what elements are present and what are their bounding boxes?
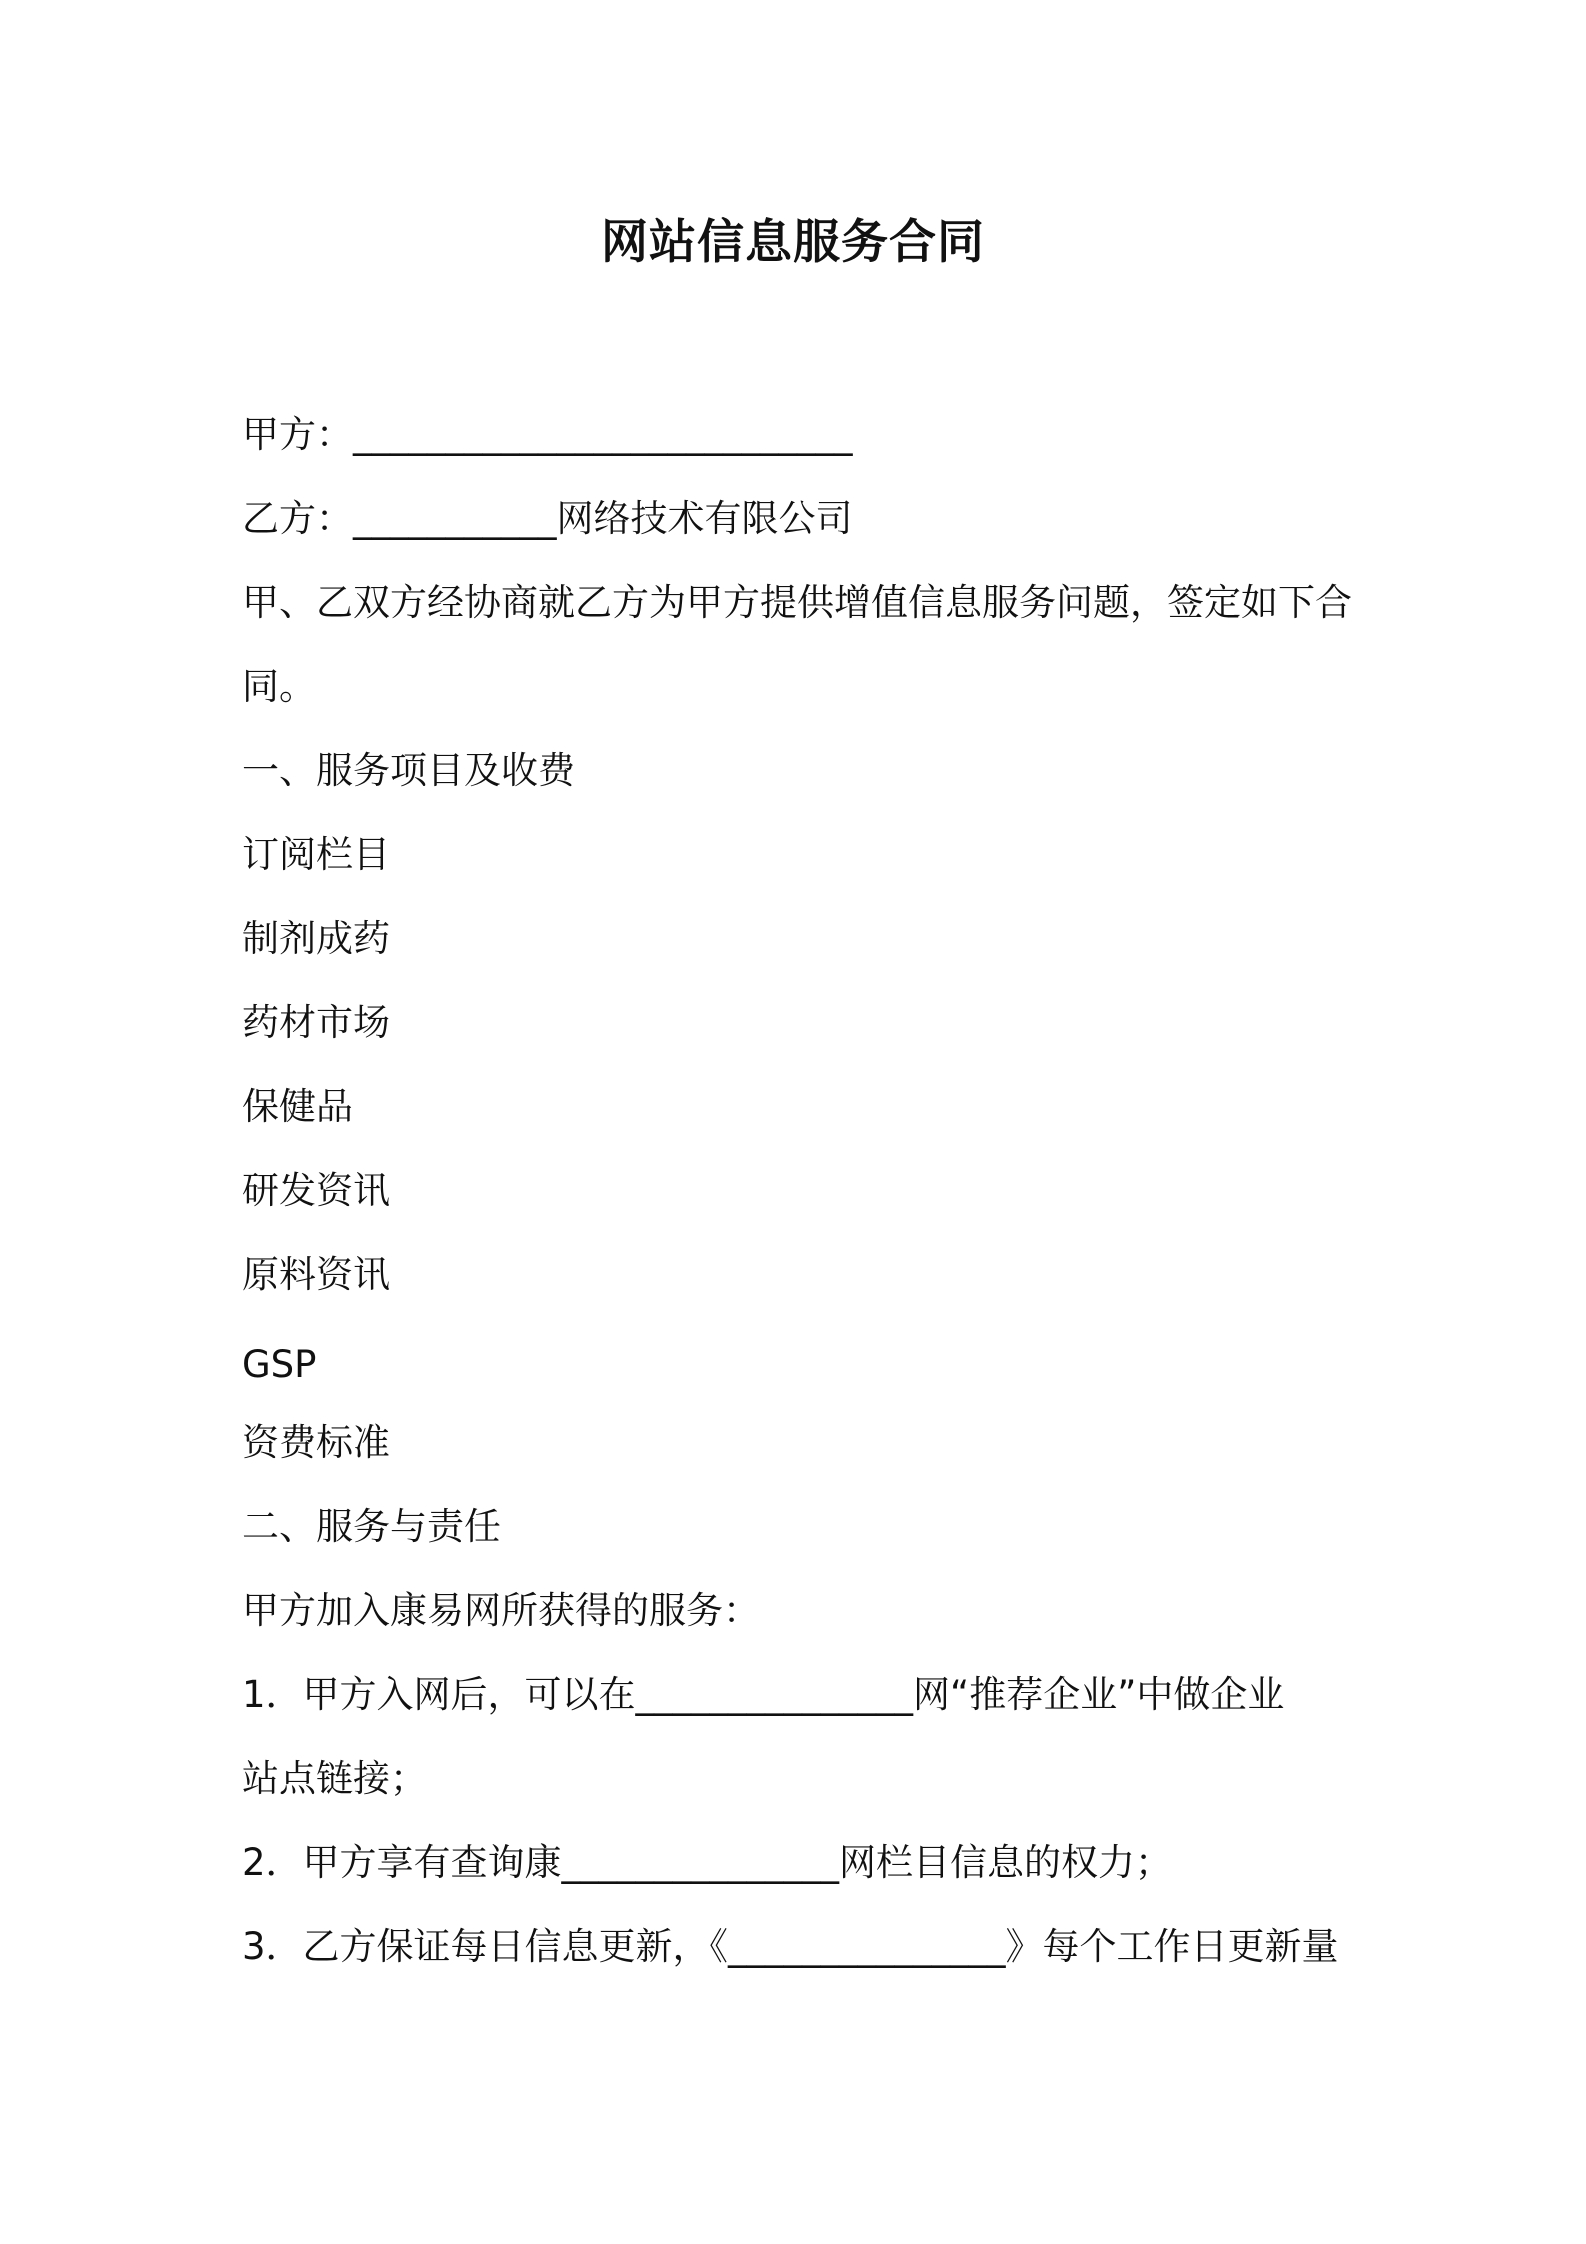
list-item-rd-news: 研发资讯 (242, 1169, 390, 1212)
list-item-preparations: 制剂成药 (242, 917, 390, 960)
clause-1-line-2: 站点链接； (242, 1757, 427, 1800)
list-item-fee-standard: 资费标准 (242, 1421, 390, 1464)
clause-3-line: 3．乙方保证每日信息更新，《_______________》每个工作日更新量 (242, 1925, 1339, 1968)
list-item-gsp: GSP (242, 1343, 317, 1386)
intro-paragraph-line-2: 同。 (242, 665, 316, 708)
party-b-line: 乙方：___________网络技术有限公司 (242, 497, 853, 540)
document-title: 网站信息服务合同 (601, 215, 985, 270)
clause-1-line-1: 1．甲方入网后，可以在_______________网“推荐企业”中做企业 (242, 1673, 1285, 1716)
clause-2-line: 2．甲方享有查询康_______________网栏目信息的权力； (242, 1841, 1173, 1884)
services-intro-line: 甲方加入康易网所获得的服务： (242, 1589, 760, 1632)
list-item-herbal-market: 药材市场 (242, 1001, 390, 1044)
list-item-raw-material-news: 原料资讯 (242, 1253, 390, 1296)
section-heading-2: 二、服务与责任 (242, 1505, 501, 1548)
list-item-subscription: 订阅栏目 (242, 833, 390, 876)
list-item-health-products: 保健品 (242, 1085, 353, 1128)
party-a-line: 甲方：___________________________ (242, 413, 853, 456)
intro-paragraph-line-1: 甲、乙双方经协商就乙方为甲方提供增值信息服务问题，签定如下合 (242, 581, 1352, 624)
section-heading-1: 一、服务项目及收费 (242, 749, 575, 792)
